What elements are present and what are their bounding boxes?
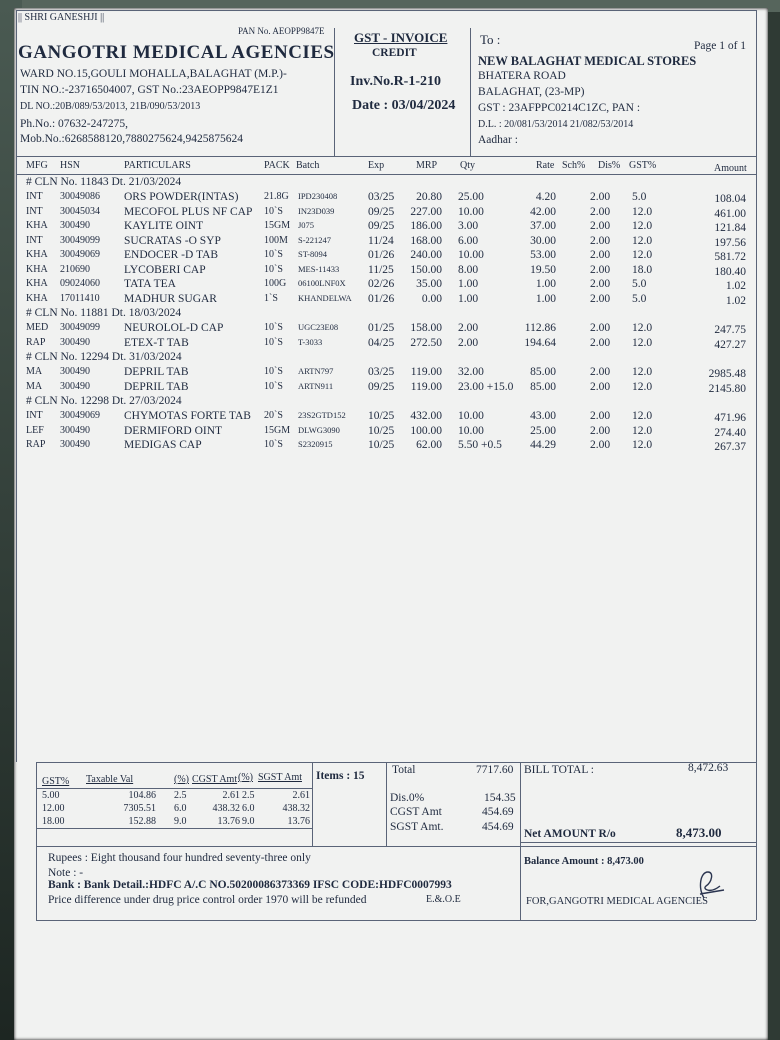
cell-mrp: 62.00 xyxy=(416,439,442,451)
columns-bottom-rule xyxy=(16,174,756,175)
cell-rate: 85.00 xyxy=(530,366,556,378)
cell-pack: 10`S xyxy=(264,366,283,377)
seller-address: WARD NO.15,GOULI MOHALLA,BALAGHAT (M.P.)- xyxy=(20,68,287,80)
tax-cell: 2.61 xyxy=(292,790,310,801)
cell-rate: 4.20 xyxy=(535,191,556,203)
cell-gst: 12.0 xyxy=(632,336,653,349)
cell-hsn: 17011410 xyxy=(60,292,100,304)
cell-amount: 267.37 xyxy=(714,441,746,453)
cell-rate: 44.29 xyxy=(530,439,556,451)
cell-qty: 6.00 xyxy=(458,234,479,247)
cell-item: KAYLITE OINT xyxy=(124,220,204,232)
cell-qty: 10.00 xyxy=(458,410,484,422)
cell-pack: 10`S xyxy=(264,249,283,260)
cell-pack: 1`S xyxy=(264,292,278,304)
cell-item: MADHUR SUGAR xyxy=(124,292,217,305)
cell-gst: 12.0 xyxy=(632,366,653,378)
cell-hsn: 09024060 xyxy=(60,278,100,289)
tax-cell: 2.61 xyxy=(222,790,240,801)
cell-hsn: 210690 xyxy=(60,263,90,275)
col-exp: Exp xyxy=(368,160,385,171)
cell-dis: 2.00 xyxy=(590,263,611,276)
tax-cell: 2.5 xyxy=(242,790,255,801)
col-particulars: PARTICULARS xyxy=(124,160,191,171)
cell-dis: 2.00 xyxy=(590,410,611,422)
cell-gst: 12.0 xyxy=(632,234,653,247)
cell-mrp: 158.00 xyxy=(410,322,442,334)
cell-item: MECOFOL PLUS NF CAP xyxy=(124,205,253,218)
cell-amount: 274.40 xyxy=(714,426,746,439)
cell-rate: 112.86 xyxy=(524,322,556,334)
cell-pack: 10`S xyxy=(264,336,283,348)
cgst-value: 454.69 xyxy=(482,806,514,818)
buyer-dl: D.L. : 20/081/53/2014 21/082/53/2014 xyxy=(478,119,634,130)
cell-pack: 10`S xyxy=(264,205,283,217)
tax-head-taxable: Taxable Val xyxy=(86,774,134,785)
buyer-to: To : xyxy=(480,32,501,47)
buyer-addr1: BHATERA ROAD xyxy=(478,70,566,82)
cell-mfg: RAP xyxy=(26,336,46,348)
cell-rate: 37.00 xyxy=(530,220,556,232)
cell-rate: 30.00 xyxy=(530,234,556,247)
cell-hsn: 30045034 xyxy=(60,205,100,217)
cell-pack: 100M xyxy=(264,234,288,246)
cell-batch: T-3033 xyxy=(298,336,323,347)
cell-amount: 461.00 xyxy=(714,207,746,220)
cell-mfg: KHA xyxy=(26,292,48,304)
cell-exp: 04/25 xyxy=(368,336,395,349)
cell-rate: 42.00 xyxy=(530,205,556,218)
cell-exp: 01/26 xyxy=(368,249,395,261)
cell-gst: 12.0 xyxy=(632,205,653,218)
cell-mfg: KHA xyxy=(26,278,48,289)
cell-hsn: 300490 xyxy=(60,424,90,436)
cell-gst: 5.0 xyxy=(632,191,647,203)
tax-bottom-rule xyxy=(36,828,312,829)
cell-gst: 5.0 xyxy=(632,278,647,290)
cell-amount: 471.96 xyxy=(714,412,746,424)
cell-batch: 23S2GTD152 xyxy=(298,410,346,420)
col-qty: Qty xyxy=(460,160,475,171)
cell-exp: 10/25 xyxy=(368,439,395,451)
cell-exp: 01/25 xyxy=(368,322,395,334)
cell-dis: 2.00 xyxy=(590,205,611,218)
cell-hsn: 300490 xyxy=(60,220,90,231)
header-divider-2 xyxy=(470,28,471,156)
invoice-date: Date : 03/04/2024 xyxy=(352,98,456,113)
seller-pan: PAN No. AEOPP9847E xyxy=(238,26,325,36)
col-mrp: MRP xyxy=(416,160,438,171)
tax-cell: 6.0 xyxy=(174,803,187,814)
challan-text: # CLN No. 12298 Dt. 27/03/2024 xyxy=(26,395,182,407)
buyer-addr2: BALAGHAT, (23-MP) xyxy=(478,86,585,98)
cell-item: LYCOBERI CAP xyxy=(124,263,206,276)
cell-dis: 2.00 xyxy=(590,424,611,437)
eoe: E.&.O.E xyxy=(426,894,461,905)
border-top xyxy=(16,10,756,11)
tax-cell: 5.00 xyxy=(42,790,60,801)
amount-in-words: Rupees : Eight thousand four hundred seventy-three only xyxy=(48,852,311,864)
border-left-body xyxy=(16,156,17,762)
cell-exp: 11/25 xyxy=(368,263,394,276)
cell-mfg: LEF xyxy=(26,424,44,436)
cell-qty: 10.00 xyxy=(458,249,484,261)
cell-batch: S2320915 xyxy=(298,439,333,449)
sgst-label: SGST Amt. xyxy=(390,821,444,833)
cell-pack: 10`S xyxy=(264,263,283,275)
cell-exp: 10/25 xyxy=(368,424,395,437)
cell-qty: 1.00 xyxy=(458,278,479,290)
challan-text: # CLN No. 12294 Dt. 31/03/2024 xyxy=(26,351,182,363)
col-sch: Sch% xyxy=(562,160,586,171)
cell-hsn: 30049086 xyxy=(60,191,100,202)
cell-batch: ARTN797 xyxy=(298,366,334,376)
tax-head-sgst-amt: SGST Amt xyxy=(258,772,302,783)
net-amount-value: 8,473.00 xyxy=(676,825,722,840)
cell-exp: 03/25 xyxy=(368,191,395,203)
cell-dis: 2.00 xyxy=(590,220,611,232)
cell-gst: 12.0 xyxy=(632,424,653,437)
cell-amount: 2985.48 xyxy=(708,368,746,380)
cell-mfg: INT xyxy=(26,191,43,202)
cell-mfg: RAP xyxy=(26,439,46,450)
cell-qty: 10.00 xyxy=(458,424,484,437)
net-amount-label: Net AMOUNT R/o xyxy=(524,828,616,840)
cell-batch: KHANDELWA xyxy=(298,292,352,303)
cell-mrp: 168.00 xyxy=(410,234,442,247)
cell-qty: 5.50 +0.5 xyxy=(458,439,502,451)
tax-cell: 104.86 xyxy=(128,790,156,801)
cell-dis: 2.00 xyxy=(590,322,611,334)
cell-mrp: 119.00 xyxy=(410,366,442,378)
cell-amount: 197.56 xyxy=(714,236,746,249)
tax-table-right xyxy=(312,762,313,846)
tax-cell: 438.32 xyxy=(282,803,310,814)
cell-mfg: MA xyxy=(26,366,43,377)
dis-label: Dis.0% xyxy=(390,792,425,804)
cell-hsn: 30049099 xyxy=(60,234,100,246)
seller-dl: DL NO.:20B/089/53/2013, 21B/090/53/2013 xyxy=(20,101,201,112)
cell-exp: 09/25 xyxy=(368,380,395,393)
cell-qty: 10.00 xyxy=(458,205,484,218)
tax-head-cgst-amt: CGST Amt xyxy=(192,774,238,785)
tax-cell: 9.0 xyxy=(174,816,187,827)
total-value: 7717.60 xyxy=(476,764,514,776)
bill-total-label: BILL TOTAL : xyxy=(524,764,594,776)
buyer-aadhar: Aadhar : xyxy=(478,134,518,146)
col-dis: Dis% xyxy=(598,160,621,171)
cell-rate: 53.00 xyxy=(530,249,556,261)
cell-qty: 25.00 xyxy=(458,191,484,203)
cell-dis: 2.00 xyxy=(590,439,611,451)
cell-item: TATA TEA xyxy=(124,278,176,290)
cell-gst: 12.0 xyxy=(632,220,653,232)
col-gst: GST% xyxy=(629,160,657,171)
col-pack: PACK xyxy=(264,160,290,171)
cell-amount: 121.84 xyxy=(714,222,746,234)
cell-qty: 1.00 xyxy=(458,292,479,305)
cell-amount: 180.40 xyxy=(714,265,746,278)
balance-amount: Balance Amount : 8,473.00 xyxy=(524,856,644,867)
cell-item: ETEX-T TAB xyxy=(124,336,189,349)
cell-rate: 1.00 xyxy=(535,278,556,290)
cell-item: CHYMOTAS FORTE TAB xyxy=(124,410,251,422)
cell-dis: 2.00 xyxy=(590,292,611,305)
invoice-type: GST - INVOICE xyxy=(354,30,448,45)
tax-cell: 9.0 xyxy=(242,816,255,827)
net-rule xyxy=(520,842,756,843)
col-rate: Rate xyxy=(536,160,555,171)
buyer-gst: GST : 23AFPPC0214C1ZC, PAN : xyxy=(478,102,641,114)
cell-qty: 23.00 +15.0 xyxy=(458,380,514,393)
invoice-paper xyxy=(14,8,768,1040)
cell-gst: 12.0 xyxy=(632,410,653,422)
cell-dis: 2.00 xyxy=(590,234,611,247)
cell-pack: 10`S xyxy=(264,439,283,450)
cell-item: ORS POWDER(INTAS) xyxy=(124,191,239,203)
cell-hsn: 300490 xyxy=(60,380,90,392)
cell-mrp: 150.00 xyxy=(410,263,442,276)
summary-mid-rule xyxy=(36,846,756,847)
summary-top-rule xyxy=(36,762,756,763)
cell-hsn: 30049099 xyxy=(60,322,100,333)
seller-tin: TIN NO.:-23716504007, GST No.:23AEOPP9847E1Z1 xyxy=(20,84,279,96)
cell-batch: IPD230408 xyxy=(298,191,338,201)
cell-mrp: 0.00 xyxy=(421,292,442,305)
total-label: Total xyxy=(392,764,416,776)
cell-dis: 2.00 xyxy=(590,249,611,261)
cell-dis: 2.00 xyxy=(590,380,611,393)
tax-cell: 2.5 xyxy=(174,790,187,801)
cell-pack: 15GM xyxy=(264,424,291,436)
cell-hsn: 300490 xyxy=(60,366,90,377)
cell-pack: 20`S xyxy=(264,410,283,421)
signature-mark xyxy=(690,866,730,902)
col-mfg: MFG xyxy=(26,160,48,171)
cell-gst: 12.0 xyxy=(632,322,653,334)
cell-amount: 581.72 xyxy=(714,251,746,263)
cell-rate: 85.00 xyxy=(530,380,556,393)
cell-rate: 25.00 xyxy=(530,424,556,437)
cell-mrp: 240.00 xyxy=(410,249,442,261)
cell-pack: 15GM xyxy=(264,220,291,231)
cell-amount: 108.04 xyxy=(714,193,746,205)
tax-head-sgst-pct: (%) xyxy=(238,772,253,783)
tax-cell: 438.32 xyxy=(212,803,240,814)
items-right xyxy=(386,762,387,846)
bill-total-value: 8,472.63 xyxy=(688,762,729,774)
cell-mrp: 119.00 xyxy=(410,380,442,393)
cell-exp: 09/25 xyxy=(368,220,395,232)
cell-dis: 2.00 xyxy=(590,278,611,290)
cell-qty: 2.00 xyxy=(458,336,479,349)
tax-cell: 13.76 xyxy=(287,816,310,827)
challan-text: # CLN No. 11881 Dt. 18/03/2024 xyxy=(26,307,182,319)
cell-item: SUCRATAS -O SYP xyxy=(124,234,221,247)
cell-amount: 1.02 xyxy=(725,280,746,292)
tax-cell: 18.00 xyxy=(42,816,65,827)
col-amount: Amount xyxy=(714,163,747,174)
cell-batch: S-221247 xyxy=(298,234,332,245)
tax-cell: 12.00 xyxy=(42,803,65,814)
summary-bottom-rule xyxy=(36,920,756,921)
tax-cell: 6.0 xyxy=(242,803,255,814)
cell-item: NEUROLOL-D CAP xyxy=(124,322,224,334)
cell-mfg: KHA xyxy=(26,249,48,260)
cell-item: DERMIFORD OINT xyxy=(124,424,223,437)
cell-qty: 3.00 xyxy=(458,220,479,232)
cell-batch: DLWG3090 xyxy=(298,424,340,435)
buyer-name: NEW BALAGHAT MEDICAL STORES xyxy=(478,54,697,68)
totals-right xyxy=(520,762,521,920)
cell-batch: IN23D039 xyxy=(298,205,335,216)
cell-gst: 12.0 xyxy=(632,439,653,451)
seller-phone: Ph.No.: 07632-247275, xyxy=(20,118,128,130)
cell-qty: 2.00 xyxy=(458,322,479,334)
cell-mfg: INT xyxy=(26,410,43,421)
bank-detail: Bank : Bank Detail.:HDFC A/.C NO.50200086373369 IFSC CODE:HDFC0007993 xyxy=(48,879,452,891)
sgst-value: 454.69 xyxy=(482,821,514,833)
cell-batch: MES-11433 xyxy=(298,263,340,274)
border-left-header xyxy=(16,10,17,156)
cell-amount: 1.02 xyxy=(725,294,746,307)
cell-batch: ST-8094 xyxy=(298,249,327,259)
cell-mrp: 432.00 xyxy=(410,410,442,422)
cell-exp: 02/26 xyxy=(368,278,395,290)
invoice-mode: CREDIT xyxy=(372,47,417,59)
header-bottom-rule xyxy=(16,156,756,157)
cell-exp: 11/24 xyxy=(368,234,394,247)
cell-gst: 12.0 xyxy=(632,249,653,261)
cell-item: ENDOCER -D TAB xyxy=(124,249,219,261)
cell-hsn: 300490 xyxy=(60,336,90,348)
note: Note : - xyxy=(48,867,84,879)
cell-mfg: MED xyxy=(26,322,49,333)
cell-batch: 06100LNF0X xyxy=(298,278,346,288)
cell-mrp: 35.00 xyxy=(416,278,442,290)
cell-mrp: 20.80 xyxy=(416,191,442,203)
cell-item: DEPRIL TAB xyxy=(124,366,189,378)
seller-mobile: Mob.No.:6268588120,7880275624,9425875624 xyxy=(20,133,243,145)
cell-qty: 32.00 xyxy=(458,366,484,378)
cell-mrp: 272.50 xyxy=(410,336,442,349)
cell-exp: 09/25 xyxy=(368,205,395,218)
page-number: Page 1 of 1 xyxy=(694,40,747,52)
cell-mfg: INT xyxy=(26,234,43,246)
dis-value: 154.35 xyxy=(484,792,516,804)
cell-amount: 2145.80 xyxy=(708,382,746,395)
cell-rate: 194.64 xyxy=(524,336,556,349)
cell-pack: 100G xyxy=(264,278,287,289)
price-note: Price difference under drug price control order 1970 will be refunded xyxy=(48,894,367,906)
cell-pack: 10`S xyxy=(264,322,283,333)
cell-exp: 01/26 xyxy=(368,292,395,305)
cell-mrp: 100.00 xyxy=(410,424,442,437)
cell-rate: 1.00 xyxy=(535,292,556,305)
cell-hsn: 30049069 xyxy=(60,249,100,260)
cell-item: MEDIGAS CAP xyxy=(124,439,202,451)
tax-head-cgst-pct: (%) xyxy=(174,774,189,785)
cell-gst: 12.0 xyxy=(632,380,653,393)
cell-exp: 03/25 xyxy=(368,366,395,378)
cell-exp: 10/25 xyxy=(368,410,395,422)
cell-mrp: 227.00 xyxy=(410,205,442,218)
cell-dis: 2.00 xyxy=(590,366,611,378)
cell-hsn: 300490 xyxy=(60,439,90,450)
cell-amount: 427.27 xyxy=(714,338,746,351)
cell-mfg: KHA xyxy=(26,220,48,231)
header-tag: || SHRI GANESHJI || xyxy=(18,12,105,23)
tax-head-gst: GST% xyxy=(42,776,70,787)
tax-cell: 7305.51 xyxy=(123,803,156,814)
cell-item: DEPRIL TAB xyxy=(124,380,189,393)
challan-text: # CLN No. 11843 Dt. 21/03/2024 xyxy=(26,176,182,188)
cell-pack: 10`S xyxy=(264,380,283,392)
cell-batch: J075 xyxy=(298,220,315,230)
cell-rate: 19.50 xyxy=(530,263,556,276)
summary-left xyxy=(36,762,37,920)
seller-name: GANGOTRI MEDICAL AGENCIES xyxy=(18,42,335,63)
cell-rate: 43.00 xyxy=(530,410,556,422)
cell-mfg: INT xyxy=(26,205,43,217)
col-hsn: HSN xyxy=(60,160,81,171)
cell-mfg: MA xyxy=(26,380,43,392)
border-right-header xyxy=(756,10,757,156)
cell-gst: 18.0 xyxy=(632,263,653,276)
cell-batch: UGC23E08 xyxy=(298,322,339,332)
tax-cell: 152.88 xyxy=(128,816,156,827)
cell-dis: 2.00 xyxy=(590,336,611,349)
col-batch: Batch xyxy=(296,160,320,171)
cell-amount: 247.75 xyxy=(714,324,746,336)
cell-gst: 5.0 xyxy=(632,292,647,305)
cell-mrp: 186.00 xyxy=(410,220,442,232)
summary-right xyxy=(756,762,757,920)
border-right-body xyxy=(756,156,757,762)
for-signatory: FOR,GANGOTRI MEDICAL AGENCIES xyxy=(526,896,708,907)
invoice-number: Inv.No.R-1-210 xyxy=(350,74,442,89)
tax-cell: 13.76 xyxy=(217,816,240,827)
cgst-label: CGST Amt xyxy=(390,806,442,818)
cell-pack: 21.8G xyxy=(264,191,289,202)
cell-mfg: KHA xyxy=(26,263,48,275)
cell-qty: 8.00 xyxy=(458,263,479,276)
items-count: Items : 15 xyxy=(316,770,365,782)
tax-head-rule xyxy=(36,788,312,789)
cell-batch: ARTN911 xyxy=(298,380,334,391)
cell-dis: 2.00 xyxy=(590,191,611,203)
cell-hsn: 30049069 xyxy=(60,410,100,421)
